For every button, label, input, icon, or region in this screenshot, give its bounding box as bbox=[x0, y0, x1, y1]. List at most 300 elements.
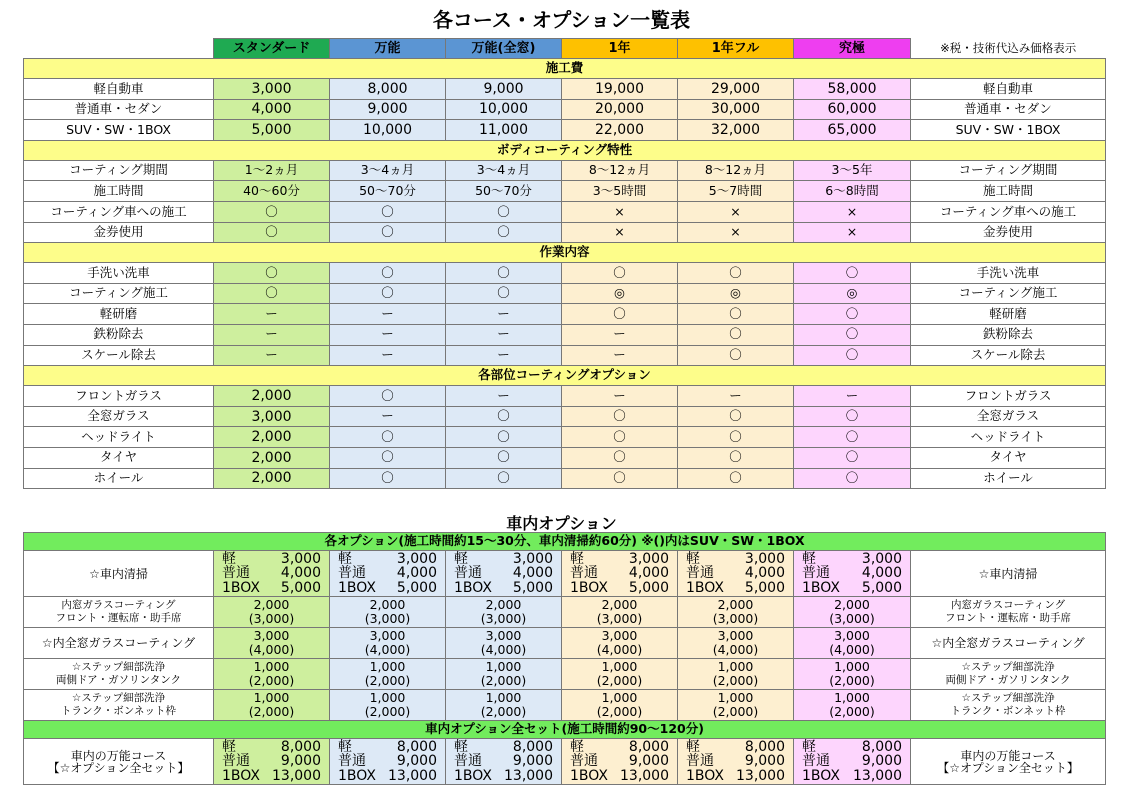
row-value: 〇 bbox=[562, 263, 678, 284]
row-label: コーティング施工 bbox=[24, 283, 214, 304]
row-value: 〇 bbox=[330, 222, 446, 243]
price-line bbox=[570, 754, 669, 769]
row-value: × bbox=[794, 222, 911, 243]
line-2: (2,000) bbox=[829, 673, 875, 688]
row-label: 施工時間 bbox=[24, 181, 214, 202]
price-value: 8,000 bbox=[861, 738, 902, 755]
line-1: 2,000 bbox=[369, 596, 406, 612]
price-line bbox=[454, 566, 553, 581]
table-row bbox=[24, 263, 1106, 284]
row-value: 〇 bbox=[794, 263, 911, 284]
table-row bbox=[24, 201, 1106, 222]
price-value: 9,000 bbox=[744, 753, 785, 770]
section-title: 各部位コーティングオプション bbox=[24, 366, 1106, 386]
row-value: 19,000 bbox=[562, 79, 678, 100]
row-value: 〇 bbox=[446, 201, 562, 222]
section-row bbox=[24, 59, 1106, 79]
option-label-right bbox=[911, 628, 1106, 659]
row-value: ー bbox=[214, 304, 330, 325]
option-price bbox=[562, 690, 678, 721]
price-block bbox=[214, 552, 329, 596]
section-row bbox=[24, 243, 1106, 263]
row-value: 50～70分 bbox=[446, 181, 562, 202]
row-value: × bbox=[678, 201, 794, 222]
row-value: 〇 bbox=[330, 263, 446, 284]
row-value: 8～12ヵ月 bbox=[678, 160, 794, 181]
row-value: 8,000 bbox=[330, 79, 446, 100]
row-value: 〇 bbox=[330, 427, 446, 448]
table-row bbox=[24, 79, 1106, 100]
line-1: 1,000 bbox=[717, 689, 754, 705]
cleaning-price bbox=[446, 551, 562, 597]
fullset-section-title: 車内オプション全セット(施工時間約90～120分) bbox=[24, 721, 1106, 739]
price-value: 4,000 bbox=[396, 565, 437, 582]
line-1: 3,000 bbox=[485, 627, 522, 643]
price-line bbox=[570, 566, 669, 581]
row-value: 3～4ヵ月 bbox=[330, 160, 446, 181]
price-value: 13,000 bbox=[853, 767, 902, 784]
option-price bbox=[446, 597, 562, 628]
row-label-right: スケール除去 bbox=[911, 345, 1106, 366]
fullset-price bbox=[214, 739, 330, 785]
line-1: 1,000 bbox=[485, 658, 522, 674]
price-line bbox=[338, 581, 437, 596]
price-line bbox=[454, 754, 553, 769]
price-value: 8,000 bbox=[512, 738, 553, 755]
line-1: 3,000 bbox=[601, 627, 638, 643]
row-label-right: 全窓ガラス bbox=[911, 406, 1106, 427]
line-1: 3,000 bbox=[253, 627, 290, 643]
line-1: 内窓ガラスコーティング bbox=[950, 598, 1066, 611]
line-2: トランク・ボンネット枠 bbox=[61, 705, 176, 717]
row-value: 3,000 bbox=[214, 406, 330, 427]
price-line bbox=[570, 740, 669, 755]
row-value: 〇 bbox=[446, 427, 562, 448]
table-row bbox=[24, 345, 1106, 366]
line-2: 両側ドア・ガソリンタンク bbox=[945, 674, 1071, 686]
line-2: (2,000) bbox=[712, 704, 759, 719]
price-value: 3,000 bbox=[512, 550, 553, 567]
row-label-right: 金券使用 bbox=[911, 222, 1106, 243]
price-value: 9,000 bbox=[628, 753, 669, 770]
header-blank bbox=[24, 39, 214, 59]
row-label: 金券使用 bbox=[24, 222, 214, 243]
row-label-right: タイヤ bbox=[911, 447, 1106, 468]
price-value: 3,000 bbox=[744, 550, 785, 567]
option-price bbox=[214, 597, 330, 628]
vehicle-class: 軽 bbox=[338, 738, 352, 755]
row-label: 軽研磨 bbox=[24, 304, 214, 325]
vehicle-class: 軽 bbox=[802, 738, 816, 755]
vehicle-class: 1BOX bbox=[802, 579, 840, 596]
price-line bbox=[802, 552, 902, 567]
row-value: 〇 bbox=[562, 468, 678, 489]
cleaning-label-right: ☆車内清掃 bbox=[911, 551, 1106, 597]
line-1: 1,000 bbox=[601, 689, 638, 705]
row-value: 〇 bbox=[330, 447, 446, 468]
price-value: 4,000 bbox=[280, 565, 321, 582]
line-1: 車内の万能コース bbox=[70, 748, 167, 763]
vehicle-class: 1BOX bbox=[570, 767, 608, 784]
tax-note: ※税・技術代込み価格表示 bbox=[940, 40, 1077, 55]
row-label: フロントガラス bbox=[24, 386, 214, 407]
vehicle-class: 軽 bbox=[570, 550, 584, 567]
option-price bbox=[446, 628, 562, 659]
option-row bbox=[24, 659, 1106, 690]
price-value: 3,000 bbox=[280, 550, 321, 567]
table-row bbox=[24, 283, 1106, 304]
option-price bbox=[562, 597, 678, 628]
line-2: 【☆オプション全セット】 bbox=[937, 760, 1079, 775]
option-price bbox=[678, 659, 794, 690]
row-value: 10,000 bbox=[446, 99, 562, 120]
vehicle-class: 1BOX bbox=[454, 579, 492, 596]
course-header-2: 万能 bbox=[330, 39, 446, 59]
vehicle-class: 1BOX bbox=[686, 767, 724, 784]
price-block bbox=[794, 552, 910, 596]
row-label: SUV・SW・1BOX bbox=[24, 120, 214, 141]
row-value: 〇 bbox=[214, 263, 330, 284]
row-value: ー bbox=[562, 324, 678, 345]
line-2: (2,000) bbox=[480, 704, 527, 719]
interior-table bbox=[23, 532, 1106, 785]
price-line bbox=[454, 740, 553, 755]
row-value: ー bbox=[214, 345, 330, 366]
cleaning-price bbox=[214, 551, 330, 597]
table-row bbox=[24, 386, 1106, 407]
row-label: 全窓ガラス bbox=[24, 406, 214, 427]
row-value: × bbox=[678, 222, 794, 243]
vehicle-class: 軽 bbox=[454, 550, 468, 567]
line-1: ☆内全窓ガラスコーティング bbox=[931, 636, 1085, 650]
option-price bbox=[446, 659, 562, 690]
row-label: ヘッドライト bbox=[24, 427, 214, 448]
section-row bbox=[24, 140, 1106, 160]
option-label-right bbox=[911, 597, 1106, 628]
price-line bbox=[570, 769, 669, 784]
course-header-1: スタンダード bbox=[214, 39, 330, 59]
vehicle-class: 普通 bbox=[338, 565, 366, 582]
price-value: 3,000 bbox=[861, 550, 902, 567]
row-value: ー bbox=[446, 386, 562, 407]
vehicle-class: 1BOX bbox=[454, 767, 492, 784]
price-value: 3,000 bbox=[628, 550, 669, 567]
row-label: スケール除去 bbox=[24, 345, 214, 366]
vehicle-class: 1BOX bbox=[338, 579, 376, 596]
line-2: 両側ドア・ガソリンタンク bbox=[55, 674, 182, 686]
price-block bbox=[562, 552, 677, 596]
price-line bbox=[222, 740, 321, 755]
price-value: 5,000 bbox=[512, 579, 553, 596]
table-row bbox=[24, 427, 1106, 448]
page-title: 各コース・オプション一覧表 bbox=[432, 8, 691, 32]
vehicle-class: 1BOX bbox=[802, 767, 840, 784]
row-value: 〇 bbox=[214, 283, 330, 304]
row-value: 〇 bbox=[446, 468, 562, 489]
section-title: ボディコーティング特性 bbox=[24, 140, 1106, 160]
cleaning-price bbox=[330, 551, 446, 597]
table-row bbox=[24, 468, 1106, 489]
price-value: 5,000 bbox=[280, 579, 321, 596]
vehicle-class: 普通 bbox=[222, 565, 250, 582]
row-value: 40～60分 bbox=[214, 181, 330, 202]
row-value: 〇 bbox=[562, 427, 678, 448]
price-line bbox=[686, 566, 785, 581]
option-price bbox=[794, 628, 911, 659]
option-price bbox=[330, 597, 446, 628]
section-title: 施工費 bbox=[24, 59, 1106, 79]
price-line bbox=[686, 552, 785, 567]
option-price bbox=[794, 659, 911, 690]
row-value: 9,000 bbox=[330, 99, 446, 120]
line-1: 1,000 bbox=[717, 658, 754, 674]
row-label: コーティング車への施工 bbox=[24, 201, 214, 222]
line-1: 1,000 bbox=[369, 689, 406, 705]
price-line bbox=[802, 740, 902, 755]
row-value: 10,000 bbox=[330, 120, 446, 141]
vehicle-class: 普通 bbox=[802, 753, 830, 770]
vehicle-class: 軽 bbox=[686, 550, 700, 567]
row-value: ー bbox=[446, 304, 562, 325]
row-value: 〇 bbox=[446, 447, 562, 468]
line-2: (2,000) bbox=[364, 673, 411, 688]
line-1: ☆ステップ細部洗浄 bbox=[961, 660, 1055, 673]
line-1: 内窓ガラスコーティング bbox=[61, 598, 176, 611]
row-value: × bbox=[562, 222, 678, 243]
option-row bbox=[24, 690, 1106, 721]
option-price bbox=[446, 690, 562, 721]
price-value: 9,000 bbox=[512, 753, 553, 770]
price-line bbox=[454, 552, 553, 567]
row-value: 11,000 bbox=[446, 120, 562, 141]
course-header-5: 1年フル bbox=[678, 39, 794, 59]
row-value: 〇 bbox=[678, 468, 794, 489]
vehicle-class: 1BOX bbox=[222, 767, 260, 784]
price-value: 8,000 bbox=[280, 738, 321, 755]
vehicle-class: 普通 bbox=[802, 565, 830, 582]
line-2: (2,000) bbox=[596, 704, 643, 719]
vehicle-class: 軽 bbox=[686, 738, 700, 755]
row-value: 6～8時間 bbox=[794, 181, 911, 202]
price-line bbox=[686, 754, 785, 769]
option-price bbox=[678, 690, 794, 721]
price-block bbox=[214, 740, 329, 784]
fullset-price bbox=[446, 739, 562, 785]
line-2: (2,000) bbox=[248, 704, 295, 719]
option-price bbox=[678, 628, 794, 659]
option-label bbox=[24, 628, 214, 659]
row-label-right: ホイール bbox=[911, 468, 1106, 489]
line-2: (2,000) bbox=[248, 673, 295, 688]
vehicle-class: 普通 bbox=[454, 565, 482, 582]
fullset-price bbox=[678, 739, 794, 785]
row-value: ー bbox=[446, 345, 562, 366]
option-price bbox=[678, 597, 794, 628]
row-value: 〇 bbox=[678, 263, 794, 284]
row-label-right: 軽自動車 bbox=[911, 79, 1106, 100]
line-2: (3,000) bbox=[596, 611, 643, 626]
vehicle-class: 軽 bbox=[570, 738, 584, 755]
row-label-right: 手洗い洗車 bbox=[911, 263, 1106, 284]
line-2: (2,000) bbox=[829, 704, 875, 719]
row-value: ◎ bbox=[794, 283, 911, 304]
course-header-3: 万能(全窓) bbox=[446, 39, 562, 59]
option-price bbox=[794, 597, 911, 628]
line-2: フロント・運転席・助手席 bbox=[55, 612, 182, 624]
table-row bbox=[24, 304, 1106, 325]
row-value: 3,000 bbox=[214, 79, 330, 100]
row-value: 9,000 bbox=[446, 79, 562, 100]
option-row bbox=[24, 628, 1106, 659]
row-value: 〇 bbox=[214, 222, 330, 243]
line-2: (2,000) bbox=[712, 673, 759, 688]
course-header-6: 究極 bbox=[794, 39, 911, 59]
row-label: 軽自動車 bbox=[24, 79, 214, 100]
row-value: 5,000 bbox=[214, 120, 330, 141]
table-row bbox=[24, 447, 1106, 468]
row-value: 22,000 bbox=[562, 120, 678, 141]
row-value: ◎ bbox=[678, 283, 794, 304]
option-label-right bbox=[911, 659, 1106, 690]
row-value: 30,000 bbox=[678, 99, 794, 120]
price-value: 5,000 bbox=[744, 579, 785, 596]
price-value: 13,000 bbox=[272, 767, 321, 784]
price-value: 13,000 bbox=[504, 767, 553, 784]
row-value: 〇 bbox=[678, 345, 794, 366]
interior-section-title: 各オプション(施工時間約15～30分、車内清掃約60分) ※()内はSUV・SW・1BOX bbox=[24, 533, 1106, 551]
option-label bbox=[24, 690, 214, 721]
price-block bbox=[330, 552, 445, 596]
vehicle-class: 1BOX bbox=[222, 579, 260, 596]
line-1: 2,000 bbox=[717, 596, 754, 612]
line-2: (4,000) bbox=[364, 642, 411, 657]
line-2: (2,000) bbox=[596, 673, 643, 688]
line-1: 1,000 bbox=[253, 658, 290, 674]
row-value: ー bbox=[330, 324, 446, 345]
line-1: 1,000 bbox=[834, 658, 870, 674]
price-value: 4,000 bbox=[512, 565, 553, 582]
row-value: 3～4ヵ月 bbox=[446, 160, 562, 181]
row-label: 鉄粉除去 bbox=[24, 324, 214, 345]
price-value: 13,000 bbox=[388, 767, 437, 784]
line-2: (3,000) bbox=[364, 611, 411, 626]
row-value: 〇 bbox=[446, 283, 562, 304]
price-line bbox=[454, 581, 553, 596]
table-row bbox=[24, 181, 1106, 202]
price-block bbox=[678, 740, 793, 784]
row-value: 〇 bbox=[794, 324, 911, 345]
price-line bbox=[802, 566, 902, 581]
row-value: 4,000 bbox=[214, 99, 330, 120]
option-price bbox=[214, 690, 330, 721]
row-value: 〇 bbox=[678, 447, 794, 468]
table-row bbox=[24, 406, 1106, 427]
cleaning-row bbox=[24, 551, 1106, 597]
line-1: ☆ステップ細部洗浄 bbox=[71, 660, 166, 673]
line-1: 3,000 bbox=[717, 627, 754, 643]
vehicle-class: 1BOX bbox=[338, 767, 376, 784]
row-label: コーティング期間 bbox=[24, 160, 214, 181]
row-value: 〇 bbox=[330, 201, 446, 222]
row-value: 2,000 bbox=[214, 427, 330, 448]
fullset-price bbox=[794, 739, 911, 785]
cleaning-price bbox=[794, 551, 911, 597]
price-value: 8,000 bbox=[396, 738, 437, 755]
price-value: 13,000 bbox=[620, 767, 669, 784]
section-row bbox=[24, 366, 1106, 386]
table-row bbox=[24, 324, 1106, 345]
option-label-right bbox=[911, 690, 1106, 721]
price-line bbox=[338, 754, 437, 769]
line-1: 1,000 bbox=[834, 689, 870, 705]
vehicle-class: 軽 bbox=[454, 738, 468, 755]
vehicle-class: 1BOX bbox=[686, 579, 724, 596]
row-value: 32,000 bbox=[678, 120, 794, 141]
line-2: (4,000) bbox=[480, 642, 527, 657]
price-value: 9,000 bbox=[280, 753, 321, 770]
row-value: 1～2ヵ月 bbox=[214, 160, 330, 181]
price-value: 4,000 bbox=[861, 565, 902, 582]
price-line bbox=[802, 769, 902, 784]
price-value: 3,000 bbox=[396, 550, 437, 567]
line-2: (4,000) bbox=[712, 642, 759, 657]
line-1: 2,000 bbox=[601, 596, 638, 612]
option-price bbox=[214, 659, 330, 690]
option-price bbox=[330, 690, 446, 721]
row-value: × bbox=[562, 201, 678, 222]
row-value: ー bbox=[330, 304, 446, 325]
line-1: ☆内全窓ガラスコーティング bbox=[41, 636, 196, 650]
row-value: 〇 bbox=[794, 406, 911, 427]
table-row bbox=[24, 120, 1106, 141]
row-value: 〇 bbox=[330, 468, 446, 489]
option-label bbox=[24, 659, 214, 690]
price-value: 5,000 bbox=[628, 579, 669, 596]
row-value: 〇 bbox=[794, 345, 911, 366]
vehicle-class: 普通 bbox=[570, 753, 598, 770]
row-value: 3～5時間 bbox=[562, 181, 678, 202]
row-label-right: コーティング施工 bbox=[911, 283, 1106, 304]
price-line bbox=[338, 566, 437, 581]
vehicle-class: 普通 bbox=[686, 753, 714, 770]
section-title: 作業内容 bbox=[24, 243, 1106, 263]
option-price bbox=[330, 628, 446, 659]
vehicle-class: 普通 bbox=[222, 753, 250, 770]
row-value: ー bbox=[214, 324, 330, 345]
vehicle-class: 軽 bbox=[802, 550, 816, 567]
row-value: 〇 bbox=[678, 427, 794, 448]
line-2: (3,000) bbox=[712, 611, 759, 626]
vehicle-class: 普通 bbox=[454, 753, 482, 770]
course-table bbox=[23, 38, 1106, 489]
course-header-4: 1年 bbox=[562, 39, 678, 59]
row-value: 〇 bbox=[678, 304, 794, 325]
option-price bbox=[794, 690, 911, 721]
interior-section-row bbox=[24, 533, 1106, 551]
price-value: 9,000 bbox=[396, 753, 437, 770]
price-value: 8,000 bbox=[744, 738, 785, 755]
line-2: (3,000) bbox=[480, 611, 527, 626]
line-2: (3,000) bbox=[829, 611, 875, 626]
price-line bbox=[338, 740, 437, 755]
price-value: 5,000 bbox=[861, 579, 902, 596]
row-value: 60,000 bbox=[794, 99, 911, 120]
price-line bbox=[570, 581, 669, 596]
row-label-right: SUV・SW・1BOX bbox=[911, 120, 1106, 141]
line-2: (2,000) bbox=[480, 673, 527, 688]
row-value: 2,000 bbox=[214, 386, 330, 407]
price-value: 13,000 bbox=[736, 767, 785, 784]
